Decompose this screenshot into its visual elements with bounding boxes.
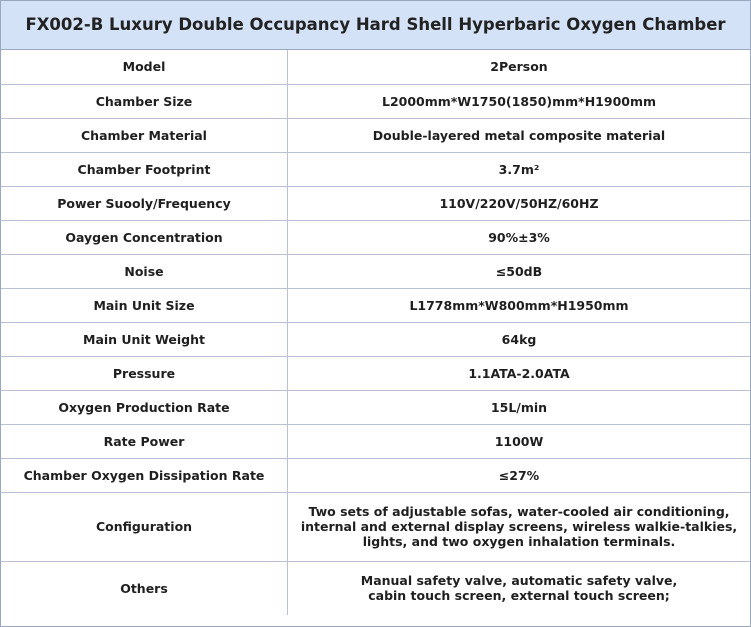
table-row-power-supply [1, 186, 750, 220]
row-label: Main Unit Weight [1, 322, 288, 356]
table-row-dissipation-rate [1, 458, 750, 492]
row-value: 3.7m² [288, 152, 751, 186]
row-label: Model [1, 50, 288, 84]
row-label: Chamber Size [1, 84, 288, 118]
row-label: Power Suooly/Frequency [1, 186, 288, 220]
row-value: 1100W [288, 424, 751, 458]
table-row-pressure [1, 356, 750, 390]
value-line: internal and external display screens, wireless walkie-talkies, [300, 519, 738, 534]
value-line: Two sets of adjustable sofas, water-cooled air conditioning, [308, 504, 730, 519]
value-line: Manual safety valve, automatic safety valve, [360, 573, 678, 589]
table-row-main-unit-size [1, 288, 750, 322]
row-label: Rate Power [1, 424, 288, 458]
row-label: Chamber Oxygen Dissipation Rate [1, 458, 288, 492]
row-label: Oxygen Production Rate [1, 390, 288, 424]
row-value: L2000mm*W1750(1850)mm*H1900mm [288, 84, 751, 118]
row-value: 2Person [490, 59, 548, 75]
page-title: FX002-B Luxury Double Occupancy Hard Shell Hyperbaric Oxygen Chamber [1, 1, 750, 50]
row-label: Chamber Material [1, 118, 288, 152]
table-row-oxygen-production-rate [1, 390, 750, 424]
value-line: lights, and two oxygen inhalation terminals. [362, 534, 676, 549]
row-value: Double-layered metal composite material [288, 118, 751, 152]
row-value [288, 492, 751, 561]
table-row-others [1, 561, 750, 615]
spec-table [1, 50, 750, 615]
row-label: Pressure [1, 356, 288, 390]
table-row-rate-power [1, 424, 750, 458]
row-label: Configuration [1, 492, 288, 561]
row-label: Others [1, 561, 288, 615]
row-value: 90%±3% [288, 220, 751, 254]
row-label: Noise [1, 254, 288, 288]
row-label: Chamber Footprint [1, 152, 288, 186]
table-row-oxygen-concentration [1, 220, 750, 254]
table-row-chamber-size [1, 84, 750, 118]
row-value [288, 561, 751, 615]
table-row-chamber-material [1, 118, 750, 152]
row-label: Main Unit Size [1, 288, 288, 322]
table-row-model [1, 50, 750, 84]
table-row-main-unit-weight [1, 322, 750, 356]
row-value: 15L/min [288, 390, 751, 424]
row-value: 110V/220V/50HZ/60HZ [288, 186, 751, 220]
row-label: Oaygen Concentration [1, 220, 288, 254]
row-value: ≤50dB [288, 254, 751, 288]
row-value: ≤27% [288, 458, 751, 492]
table-row-configuration [1, 492, 750, 561]
row-value: 1.1ATA-2.0ATA [288, 356, 751, 390]
value-line: cabin touch screen, external touch screen; [368, 588, 670, 604]
row-value: 64kg [288, 322, 751, 356]
row-value: L1778mm*W800mm*H1950mm [288, 288, 751, 322]
table-row-chamber-footprint [1, 152, 750, 186]
table-row-noise [1, 254, 750, 288]
